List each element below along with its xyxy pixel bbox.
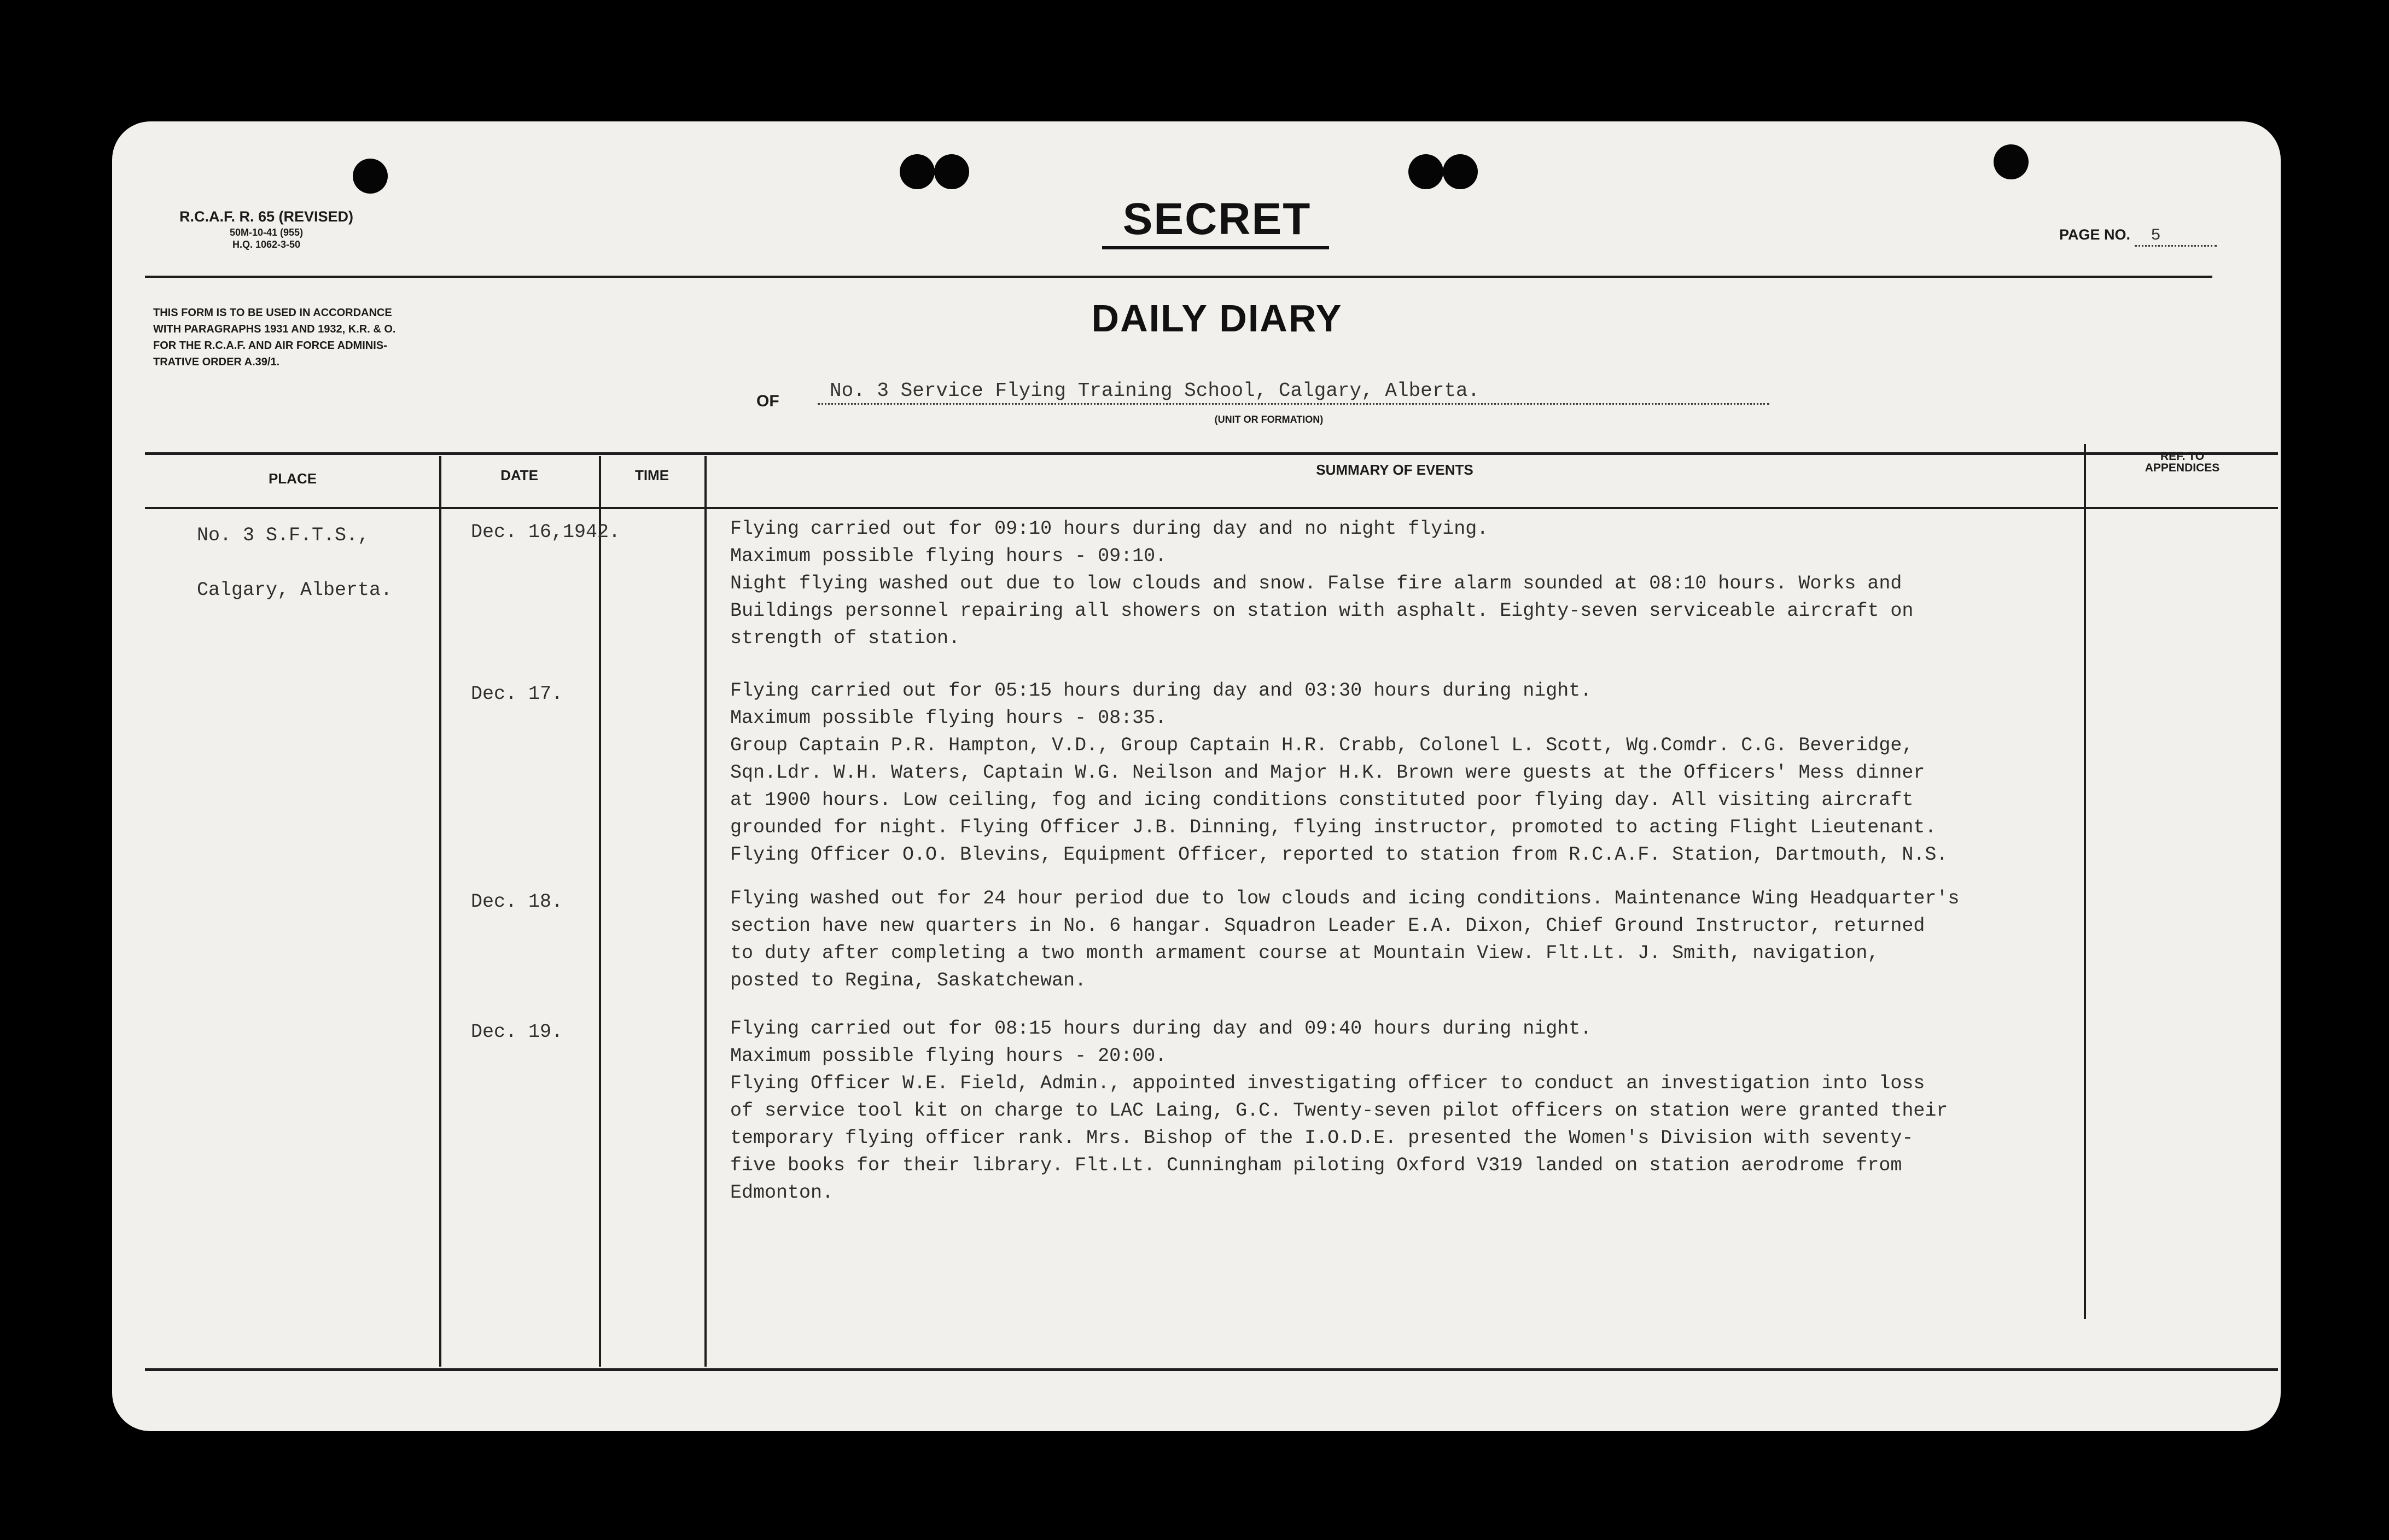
summary-line: Flying Officer W.E. Field, Admin., appointed investigating officer to conduct an investigation into loss [730, 1072, 1925, 1094]
summary-line: strength of station. [730, 627, 960, 649]
diary-form-card [112, 121, 2281, 1431]
hq-reference: H.Q. 1062-3-50 [232, 239, 301, 250]
classification-underline [1102, 246, 1329, 249]
unit-name-field: No. 3 Service Flying Training School, Calgary, Alberta. [818, 380, 1769, 405]
summary-entry [730, 885, 2201, 994]
summary-line: grounded for night. Flying Officer J.B. Dinning, flying instructor, promoted to acting Flight Lieutenant. [730, 816, 1937, 838]
summary-line: Flying washed out for 24 hour period due to low clouds and icing conditions. Maintenance Wing Headquarter's [730, 888, 1960, 909]
summary-line: five books for their library. Flt.Lt. Cunningham piloting Oxford V319 landed on station aerodrome from [730, 1154, 1902, 1176]
instruction-line: WITH PARAGRAPHS 1931 AND 1932, K.R. & O. [153, 323, 396, 335]
place-line: Calgary, Alberta. [197, 579, 393, 601]
column-header-place: PLACE [268, 470, 317, 487]
summary-line: Sqn.Ldr. W.H. Waters, Captain W.G. Neilson and Major H.K. Brown were guests at the Officers' Mess dinner [730, 762, 1925, 784]
instruction-line: FOR THE R.C.A.F. AND AIR FORCE ADMINIS- [153, 340, 387, 352]
summary-line: Maximum possible flying hours - 20:00. [730, 1045, 1167, 1067]
column-divider [439, 456, 441, 1367]
instruction-line: TRATIVE ORDER A.39/1. [153, 356, 280, 368]
ref-header-line: APPENDICES [2145, 462, 2220, 474]
punch-hole [934, 154, 969, 189]
summary-line: Flying carried out for 08:15 hours during day and 09:40 hours during night. [730, 1018, 1592, 1040]
summary-line: Flying Officer O.O. Blevins, Equipment Officer, reported to station from R.C.A.F. Station, Dartmouth, N.S. [730, 844, 1948, 866]
punch-hole [1443, 154, 1478, 189]
summary-line: temporary flying officer rank. Mrs. Bishop of the I.O.D.E. presented the Women's Division with seventy- [730, 1127, 1914, 1149]
table-bottom-rule [145, 1368, 2278, 1371]
punch-hole [1408, 154, 1443, 189]
column-header-summary: SUMMARY OF EVENTS [1316, 462, 1473, 478]
unit-sublabel: (UNIT OR FORMATION) [1214, 414, 1324, 425]
form-instructions [153, 305, 547, 370]
entry-date: Dec. 17. [471, 683, 563, 705]
column-header-time: TIME [634, 467, 669, 483]
column-header-ref [2087, 451, 2278, 474]
summary-entry [730, 1015, 2201, 1206]
summary-line: section have new quarters in No. 6 hangar. Squadron Leader E.A. Dixon, Chief Ground Instructor, returned [730, 915, 1925, 937]
ref-header-line: REF. TO [2160, 450, 2205, 463]
table-top-rule [145, 452, 2278, 455]
punch-hole [900, 154, 935, 189]
of-label: OF [756, 392, 779, 410]
page-number-value: 5 [2135, 226, 2217, 247]
entry-date: Dec. 19. [471, 1021, 563, 1043]
summary-line: Flying carried out for 09:10 hours during day and no night flying. [730, 518, 1489, 540]
summary-line: of service tool kit on charge to LAC Laing, G.C. Twenty-seven pilot officers on station were granted their [730, 1100, 1948, 1122]
summary-line: Night flying washed out due to low clouds and snow. False fire alarm sounded at 08:10 hours. Works and [730, 573, 1902, 594]
punch-hole [1994, 144, 2029, 179]
header-rule [145, 276, 2212, 278]
entry-date: Dec. 16,1942. [471, 521, 621, 543]
page-number-label: PAGE NO. [2059, 226, 2131, 243]
place-line: No. 3 S.F.T.S., [197, 524, 370, 546]
summary-line: Flying carried out for 05:15 hours during day and 03:30 hours during night. [730, 680, 1592, 702]
classification-heading: SECRET [1122, 194, 1312, 244]
summary-line: Maximum possible flying hours - 08:35. [730, 707, 1167, 729]
table-header-rule [145, 507, 2278, 509]
print-code: 50M-10-41 (955) [229, 226, 304, 238]
summary-entry [730, 677, 2201, 868]
instruction-line: THIS FORM IS TO BE USED IN ACCORDANCE [153, 307, 392, 319]
entry-date: Dec. 18. [471, 891, 563, 913]
form-number: R.C.A.F. R. 65 (REVISED) [179, 208, 354, 225]
summary-line: Group Captain P.R. Hampton, V.D., Group Captain H.R. Crabb, Colonel L. Scott, Wg.Comdr. C.G. Beveridge, [730, 734, 1914, 756]
summary-line: Buildings personnel repairing all showers on station with asphalt. Eighty-seven serviceable aircraft on [730, 600, 1914, 622]
summary-line: to duty after completing a two month armament course at Mountain View. Flt.Lt. J. Smith, navigation, [730, 942, 1879, 964]
column-divider [704, 456, 707, 1367]
form-title: DAILY DIARY [1091, 297, 1343, 340]
summary-line: at 1900 hours. Low ceiling, fog and icing conditions constituted poor flying day. All visiting aircraft [730, 789, 1914, 811]
summary-line: posted to Regina, Saskatchewan. [730, 970, 1087, 991]
column-header-date: DATE [500, 467, 538, 483]
summary-entry [730, 515, 2201, 652]
summary-line: Edmonton. [730, 1182, 834, 1204]
punch-hole [353, 159, 388, 194]
summary-line: Maximum possible flying hours - 09:10. [730, 545, 1167, 567]
column-divider [599, 456, 601, 1367]
form-identifier [152, 208, 381, 251]
page-number-field [2059, 226, 2217, 247]
